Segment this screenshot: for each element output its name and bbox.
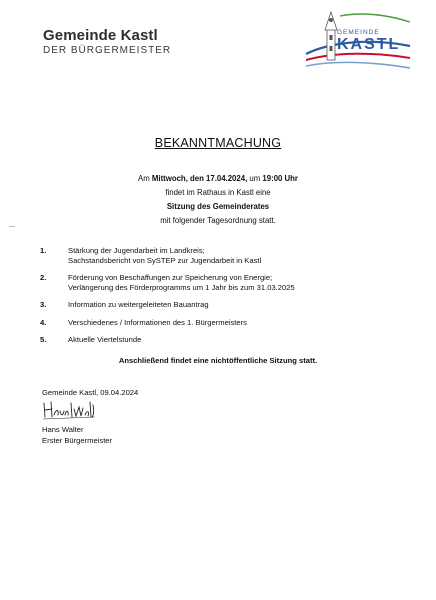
agenda-item xyxy=(40,318,420,328)
time-prefix: um xyxy=(247,174,263,183)
agenda-item-text xyxy=(68,300,420,310)
agenda-item xyxy=(40,300,420,310)
municipality-name: Gemeinde Kastl xyxy=(43,27,158,44)
agenda-item-number: 1. xyxy=(40,246,47,255)
agenda-item-number: 3. xyxy=(40,300,47,309)
agenda-item-line: Förderung von Beschaffungen zur Speicherung von Energie; xyxy=(68,273,273,282)
agenda-item-text xyxy=(68,318,420,328)
agenda-list xyxy=(40,246,420,353)
agenda-item xyxy=(40,335,420,345)
meeting-intro xyxy=(0,172,436,228)
weekday: Mittwoch xyxy=(151,174,186,183)
document-title: BEKANNTMACHUNG xyxy=(154,136,282,150)
margin-mark xyxy=(9,226,15,227)
agenda-item-line: Stärkung der Jugendarbeit im Landkreis; xyxy=(68,246,205,255)
meeting-type-line: Sitzung des Gemeinderates xyxy=(166,202,270,211)
meeting-time: 19:00 Uhr xyxy=(262,174,298,183)
agenda-item-line: Information zu weitergeleiteten Bauantrag xyxy=(68,300,209,309)
agenda-item-number: 4. xyxy=(40,317,47,327)
closing-statement: Anschließend findet eine nichtöffentliche Sitzung statt. xyxy=(118,356,318,365)
agenda-item-line: Verlängerung des Förderprogramms um 1 Jahr bis zum 31.03.2025 xyxy=(68,282,295,292)
agenda-item-number: 5. xyxy=(40,335,47,344)
agenda-item xyxy=(40,246,420,265)
agenda-item-line: Sachstandsbericht von SySTEP zur Jugendarbeit in Kastl xyxy=(68,255,262,265)
agenda-item-number: 2. xyxy=(40,273,47,282)
meeting-date: , den 17.04.2024, xyxy=(185,174,248,183)
agenda-item xyxy=(40,273,420,292)
date-prefix: Am xyxy=(138,174,150,183)
agenda-item-text xyxy=(68,246,420,265)
place-and-date: Gemeinde Kastl, 09.04.2024 xyxy=(42,388,139,397)
agenda-item-line: Aktuelle Viertelstunde xyxy=(68,335,142,344)
logo-text-large: KASTL xyxy=(337,36,401,53)
meeting-location-line: findet im Rathaus in Kastl eine xyxy=(165,188,271,197)
handwritten-signature xyxy=(41,399,97,421)
signer-name: Hans Walter xyxy=(42,425,84,434)
office-title: DER BÜRGERMEISTER xyxy=(43,45,172,56)
agenda-item-line: Verschiedenes / Informationen des 1. Bürgermeisters xyxy=(68,317,247,327)
logo-text-small: GEMEINDE xyxy=(337,29,380,36)
agenda-intro-line: mit folgender Tagesordnung statt. xyxy=(160,216,276,225)
agenda-item-text xyxy=(68,273,420,292)
signer-role: Erster Bürgermeister xyxy=(42,436,113,445)
signer-block xyxy=(42,424,112,446)
meeting-date-line xyxy=(0,172,436,186)
agenda-item-text xyxy=(68,335,420,345)
